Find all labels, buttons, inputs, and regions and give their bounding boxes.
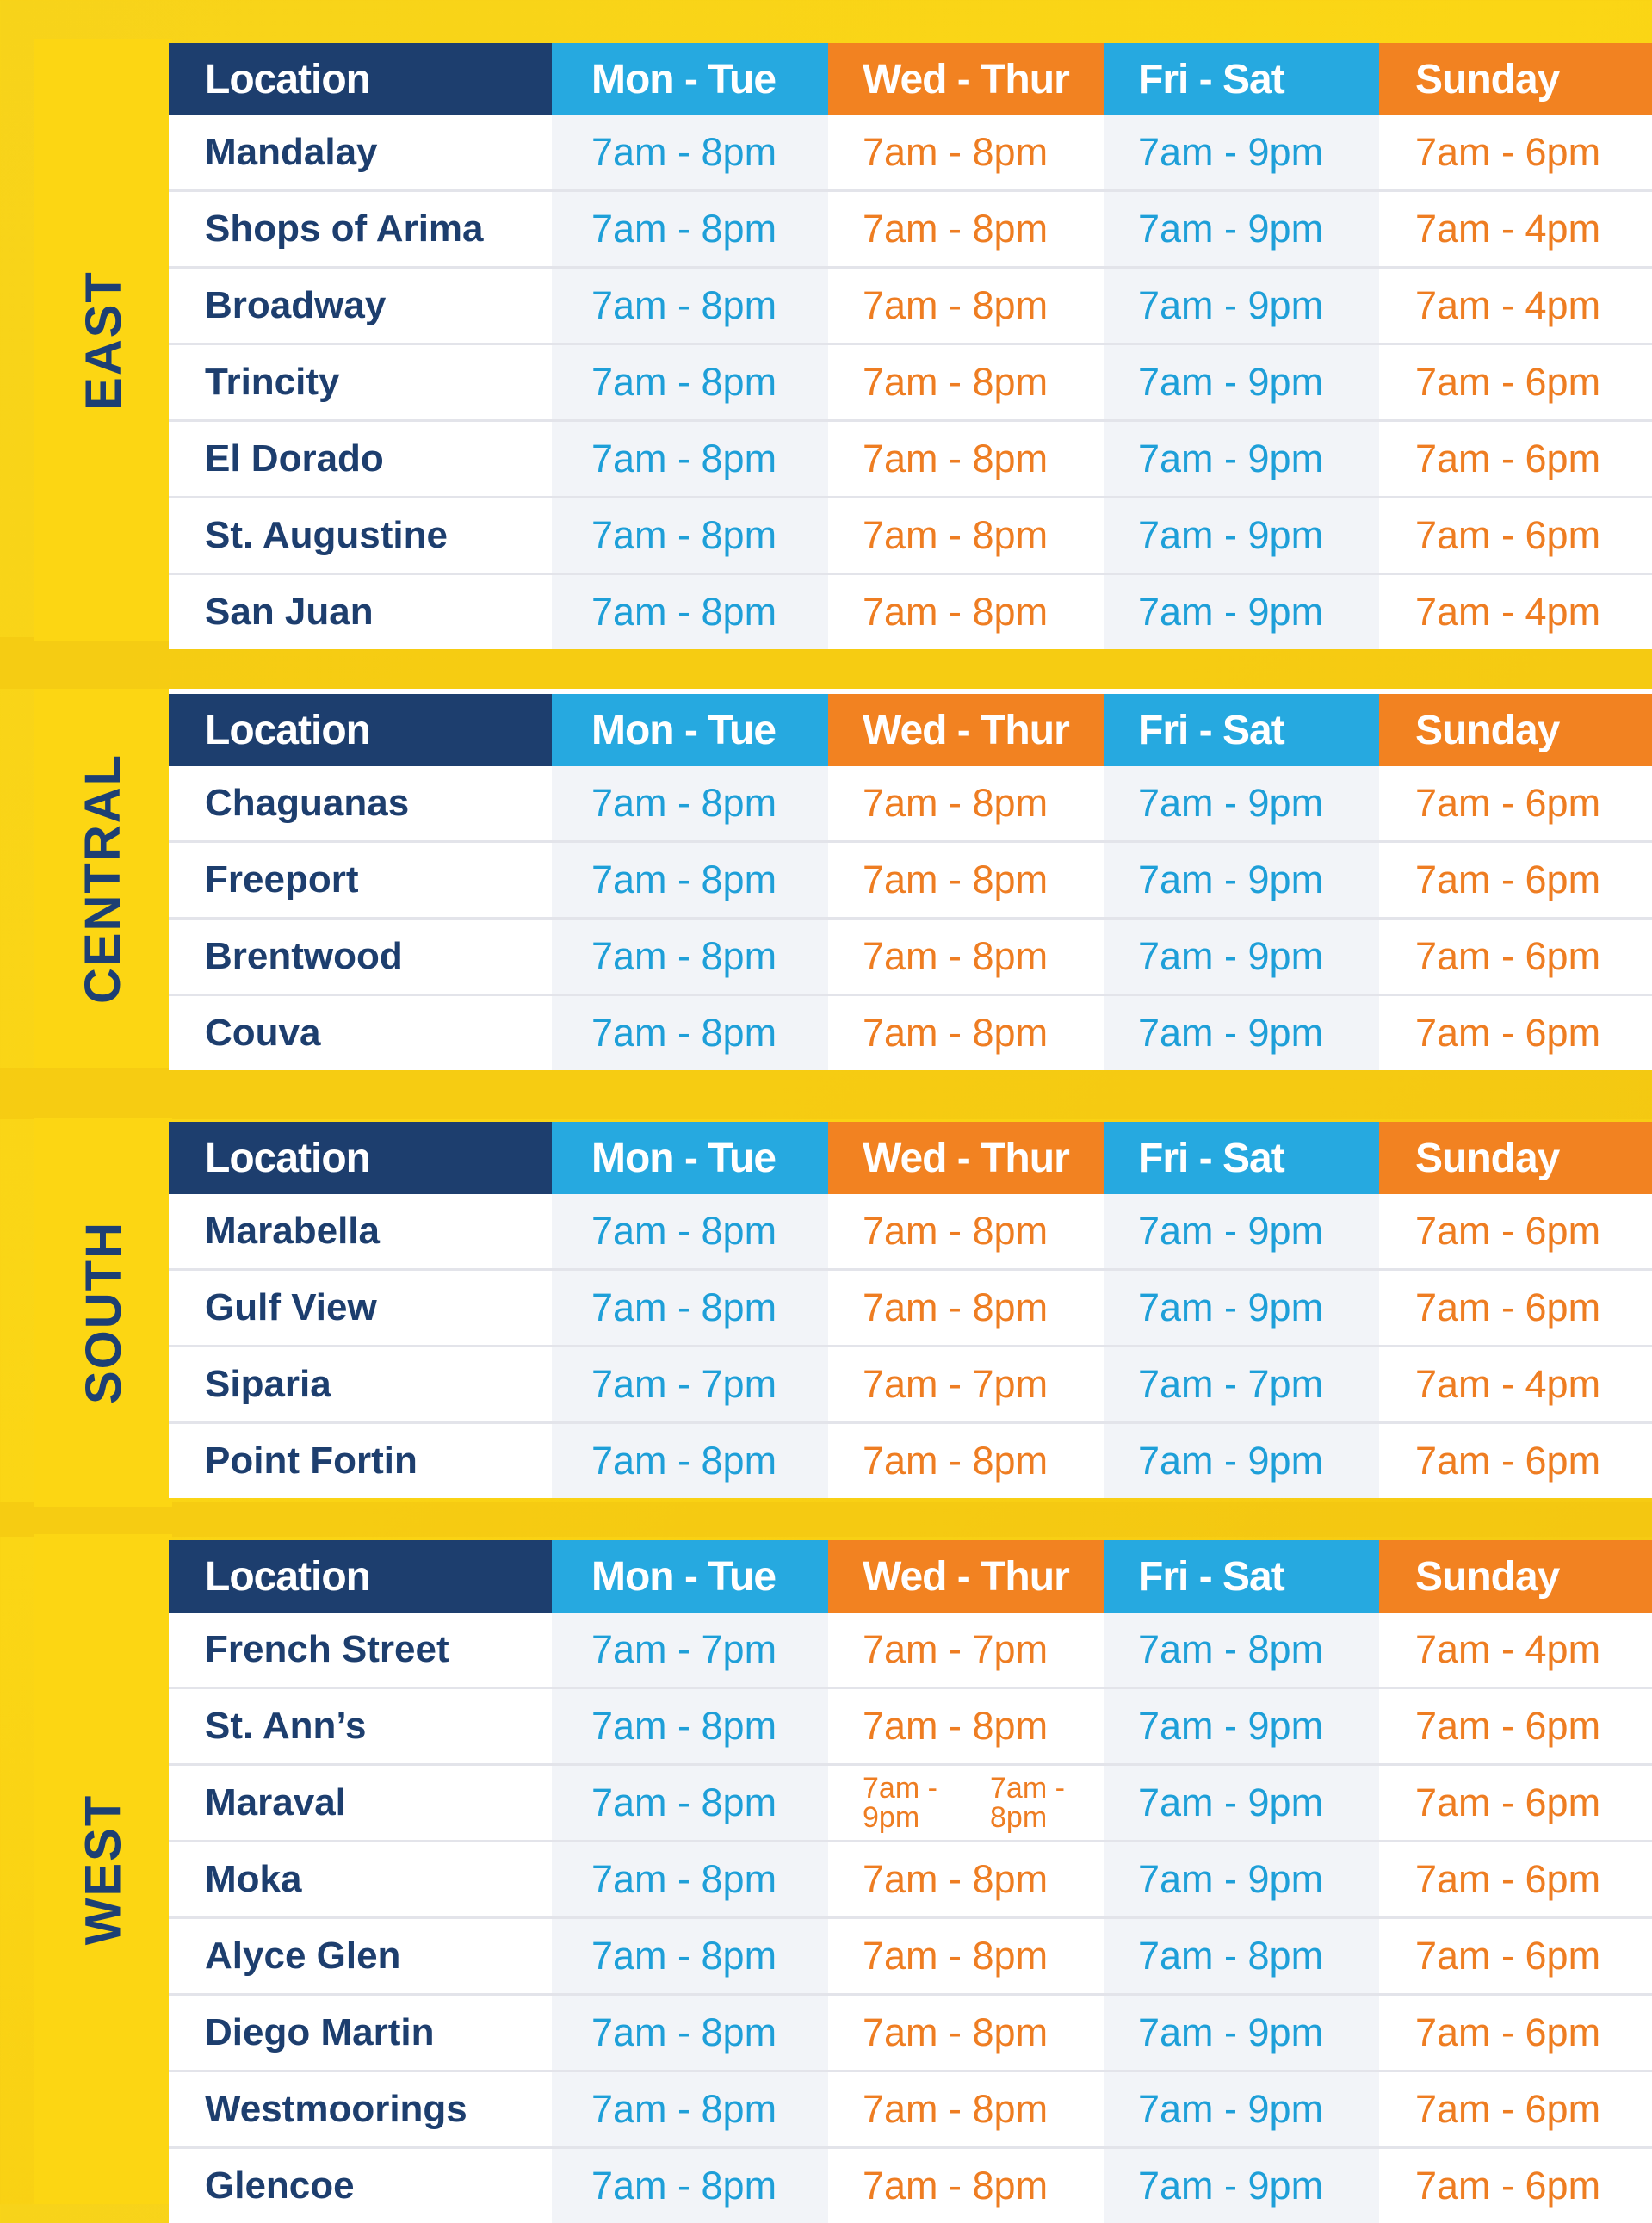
hours-sunday: 7am - 6pm	[1379, 421, 1652, 498]
hours-table-south	[169, 1122, 1652, 1498]
location-name: Glencoe	[169, 2148, 552, 2223]
table-row	[169, 421, 1652, 498]
table-header	[169, 1540, 1652, 1613]
header-sunday: Sunday	[1379, 43, 1652, 115]
hours-mon-tue: 7am - 8pm	[552, 2148, 828, 2223]
header-location: Location	[169, 1122, 552, 1194]
region-band-west	[34, 1534, 172, 2204]
header-mon-tue: Mon - Tue	[552, 1122, 828, 1194]
table-row	[169, 2071, 1652, 2148]
hours-wed-thur: 7am - 8pm	[828, 1918, 1104, 1995]
table-row	[169, 344, 1652, 421]
hours-fri-sat: 7am - 9pm	[1104, 421, 1379, 498]
hours-fri-sat: 7am - 7pm	[1104, 1347, 1379, 1423]
hours-wed-thur: 7am - 8pm	[828, 995, 1104, 1071]
hours-sunday: 7am - 4pm	[1379, 191, 1652, 268]
hours-sunday: 7am - 6pm	[1379, 1688, 1652, 1765]
hours-wed-thur: 7am - 8pm	[828, 115, 1104, 191]
location-name: Mandalay	[169, 115, 552, 191]
hours-sunday: 7am - 6pm	[1379, 1918, 1652, 1995]
hours-sunday: 7am - 4pm	[1379, 268, 1652, 344]
hours-fri-sat: 7am - 9pm	[1104, 1194, 1379, 1270]
hours-wed-thur: 7am - 8pm	[828, 2071, 1104, 2148]
hours-wed-thur: 7am - 7pm	[828, 1613, 1104, 1688]
hours-wed-thur: 7am - 8pm	[828, 421, 1104, 498]
hours-sunday: 7am - 6pm	[1379, 919, 1652, 995]
hours-sunday: 7am - 6pm	[1379, 2071, 1652, 2148]
hours-mon-tue: 7am - 8pm	[552, 268, 828, 344]
location-name: Shops of Arima	[169, 191, 552, 268]
hours-mon-tue: 7am - 8pm	[552, 1688, 828, 1765]
hours-mon-tue: 7am - 8pm	[552, 995, 828, 1071]
hours-mon-tue: 7am - 8pm	[552, 1194, 828, 1270]
hours-fri-sat: 7am - 9pm	[1104, 574, 1379, 650]
hours-fri-sat: 7am - 9pm	[1104, 268, 1379, 344]
hours-wed-thur: 7am - 8pm	[828, 344, 1104, 421]
location-name: Broadway	[169, 268, 552, 344]
hours-wed-thur: 7am - 8pm	[828, 498, 1104, 574]
header-location: Location	[169, 1540, 552, 1613]
background-shape	[0, 1502, 1652, 1537]
hours-mon-tue: 7am - 8pm	[552, 421, 828, 498]
table-row	[169, 1842, 1652, 1918]
hours-sunday: 7am - 6pm	[1379, 995, 1652, 1071]
hours-sunday: 7am - 4pm	[1379, 1613, 1652, 1688]
hours-fri-sat: 7am - 9pm	[1104, 919, 1379, 995]
hours-wed-thur: 7am - 8pm	[828, 1194, 1104, 1270]
table-header	[169, 43, 1652, 115]
table-row	[169, 1423, 1652, 1499]
table-row	[169, 1270, 1652, 1347]
header-mon-tue: Mon - Tue	[552, 43, 828, 115]
hours-wed-thur-a: 7am - 9pm	[863, 1774, 949, 1832]
hours-fri-sat: 7am - 9pm	[1104, 191, 1379, 268]
location-name: St. Ann’s	[169, 1688, 552, 1765]
hours-sunday: 7am - 6pm	[1379, 842, 1652, 919]
hours-sunday: 7am - 6pm	[1379, 498, 1652, 574]
hours-mon-tue: 7am - 8pm	[552, 2071, 828, 2148]
location-name: Diego Martin	[169, 1995, 552, 2071]
location-name: Freeport	[169, 842, 552, 919]
hours-sunday: 7am - 6pm	[1379, 1194, 1652, 1270]
hours-sunday: 7am - 4pm	[1379, 574, 1652, 650]
header-wed-thur: Wed - Thur	[828, 1122, 1104, 1194]
table-row	[169, 498, 1652, 574]
header-wed-thur: Wed - Thur	[828, 694, 1104, 766]
hours-mon-tue: 7am - 7pm	[552, 1347, 828, 1423]
hours-wed-thur: 7am - 7pm	[828, 1347, 1104, 1423]
hours-wed-thur: 7am - 8pm	[828, 766, 1104, 842]
region-label-central: CENTRAL	[75, 752, 133, 1003]
hours-wed-thur: 7am - 8pm	[828, 1842, 1104, 1918]
hours-sunday: 7am - 4pm	[1379, 1347, 1652, 1423]
location-name: El Dorado	[169, 421, 552, 498]
location-name: Gulf View	[169, 1270, 552, 1347]
hours-mon-tue: 7am - 8pm	[552, 344, 828, 421]
hours-mon-tue: 7am - 7pm	[552, 1613, 828, 1688]
hours-fri-sat: 7am - 8pm	[1104, 1918, 1379, 1995]
hours-fri-sat: 7am - 9pm	[1104, 2148, 1379, 2223]
header-fri-sat: Fri - Sat	[1104, 43, 1379, 115]
hours-wed-thur: 7am - 8pm	[828, 1423, 1104, 1499]
location-name: Marabella	[169, 1194, 552, 1270]
hours-sunday: 7am - 6pm	[1379, 1842, 1652, 1918]
table-row	[169, 919, 1652, 995]
hours-mon-tue: 7am - 8pm	[552, 191, 828, 268]
header-fri-sat: Fri - Sat	[1104, 1540, 1379, 1613]
hours-mon-tue: 7am - 8pm	[552, 115, 828, 191]
table-row	[169, 1995, 1652, 2071]
hours-mon-tue: 7am - 8pm	[552, 1995, 828, 2071]
location-name: Westmoorings	[169, 2071, 552, 2148]
hours-mon-tue: 7am - 8pm	[552, 498, 828, 574]
hours-mon-tue: 7am - 8pm	[552, 919, 828, 995]
hours-fri-sat: 7am - 9pm	[1104, 1423, 1379, 1499]
hours-fri-sat: 7am - 9pm	[1104, 995, 1379, 1071]
hours-sunday: 7am - 6pm	[1379, 1270, 1652, 1347]
region-band-south	[34, 1118, 172, 1507]
hours-mon-tue: 7am - 8pm	[552, 574, 828, 650]
header-sunday: Sunday	[1379, 1122, 1652, 1194]
hours-sunday: 7am - 6pm	[1379, 344, 1652, 421]
table-row	[169, 2148, 1652, 2223]
table-row	[169, 268, 1652, 344]
location-name: Brentwood	[169, 919, 552, 995]
hours-wed-thur-split	[828, 1765, 1104, 1842]
table-row	[169, 1347, 1652, 1423]
hours-sunday: 7am - 6pm	[1379, 766, 1652, 842]
location-name: Trincity	[169, 344, 552, 421]
hours-fri-sat: 7am - 9pm	[1104, 1842, 1379, 1918]
hours-fri-sat: 7am - 9pm	[1104, 1688, 1379, 1765]
location-name: French Street	[169, 1613, 552, 1688]
hours-sunday: 7am - 6pm	[1379, 1995, 1652, 2071]
header-wed-thur: Wed - Thur	[828, 1540, 1104, 1613]
hours-wed-thur: 7am - 8pm	[828, 268, 1104, 344]
table-row	[169, 191, 1652, 268]
table-header	[169, 694, 1652, 766]
hours-mon-tue: 7am - 8pm	[552, 1842, 828, 1918]
table-row	[169, 1765, 1652, 1842]
hours-fri-sat: 7am - 9pm	[1104, 344, 1379, 421]
location-name: St. Augustine	[169, 498, 552, 574]
hours-table-central	[169, 694, 1652, 1070]
hours-mon-tue: 7am - 8pm	[552, 766, 828, 842]
header-mon-tue: Mon - Tue	[552, 694, 828, 766]
table-header	[169, 1122, 1652, 1194]
hours-wed-thur: 7am - 8pm	[828, 2148, 1104, 2223]
table-row	[169, 842, 1652, 919]
hours-fri-sat: 7am - 9pm	[1104, 842, 1379, 919]
hours-wed-thur: 7am - 8pm	[828, 1688, 1104, 1765]
region-band-east	[34, 39, 172, 641]
table-row	[169, 115, 1652, 191]
region-label-east: EAST	[75, 270, 133, 411]
region-label-west: WEST	[75, 1793, 133, 1945]
location-name: Alyce Glen	[169, 1918, 552, 1995]
location-name: Couva	[169, 995, 552, 1071]
hours-wed-thur-b: 7am - 8pm	[990, 1774, 1076, 1832]
hours-wed-thur: 7am - 8pm	[828, 1995, 1104, 2071]
hours-wed-thur: 7am - 8pm	[828, 1270, 1104, 1347]
hours-table-east	[169, 43, 1652, 649]
hours-mon-tue: 7am - 8pm	[552, 1765, 828, 1842]
location-name: Siparia	[169, 1347, 552, 1423]
header-fri-sat: Fri - Sat	[1104, 1122, 1379, 1194]
hours-sunday: 7am - 6pm	[1379, 2148, 1652, 2223]
hours-mon-tue: 7am - 8pm	[552, 1270, 828, 1347]
table-row	[169, 1194, 1652, 1270]
header-mon-tue: Mon - Tue	[552, 1540, 828, 1613]
header-wed-thur: Wed - Thur	[828, 43, 1104, 115]
hours-fri-sat: 7am - 9pm	[1104, 1270, 1379, 1347]
table-row	[169, 766, 1652, 842]
region-label-south: SOUTH	[75, 1221, 133, 1404]
hours-fri-sat: 7am - 9pm	[1104, 766, 1379, 842]
table-row	[169, 995, 1652, 1071]
hours-fri-sat: 7am - 9pm	[1104, 498, 1379, 574]
header-sunday: Sunday	[1379, 1540, 1652, 1613]
header-fri-sat: Fri - Sat	[1104, 694, 1379, 766]
hours-wed-thur: 7am - 8pm	[828, 919, 1104, 995]
header-location: Location	[169, 43, 552, 115]
table-row	[169, 1613, 1652, 1688]
location-name: Maraval	[169, 1765, 552, 1842]
location-name: San Juan	[169, 574, 552, 650]
hours-fri-sat: 7am - 9pm	[1104, 1765, 1379, 1842]
hours-table-west	[169, 1540, 1652, 2223]
header-location: Location	[169, 694, 552, 766]
hours-sunday: 7am - 6pm	[1379, 1423, 1652, 1499]
hours-mon-tue: 7am - 8pm	[552, 1918, 828, 1995]
location-name: Chaguanas	[169, 766, 552, 842]
location-name: Point Fortin	[169, 1423, 552, 1499]
hours-sunday: 7am - 6pm	[1379, 115, 1652, 191]
hours-fri-sat: 7am - 8pm	[1104, 1613, 1379, 1688]
table-row	[169, 1688, 1652, 1765]
location-name: Moka	[169, 1842, 552, 1918]
hours-fri-sat: 7am - 9pm	[1104, 115, 1379, 191]
hours-fri-sat: 7am - 9pm	[1104, 2071, 1379, 2148]
header-sunday: Sunday	[1379, 694, 1652, 766]
region-band-central	[34, 689, 172, 1068]
background-shape	[0, 1068, 1652, 1119]
hours-mon-tue: 7am - 8pm	[552, 842, 828, 919]
hours-sunday: 7am - 6pm	[1379, 1765, 1652, 1842]
table-row	[169, 1918, 1652, 1995]
hours-mon-tue: 7am - 8pm	[552, 1423, 828, 1499]
table-row	[169, 574, 1652, 650]
hours-wed-thur: 7am - 8pm	[828, 842, 1104, 919]
hours-wed-thur: 7am - 8pm	[828, 191, 1104, 268]
hours-fri-sat: 7am - 9pm	[1104, 1995, 1379, 2071]
hours-wed-thur: 7am - 8pm	[828, 574, 1104, 650]
